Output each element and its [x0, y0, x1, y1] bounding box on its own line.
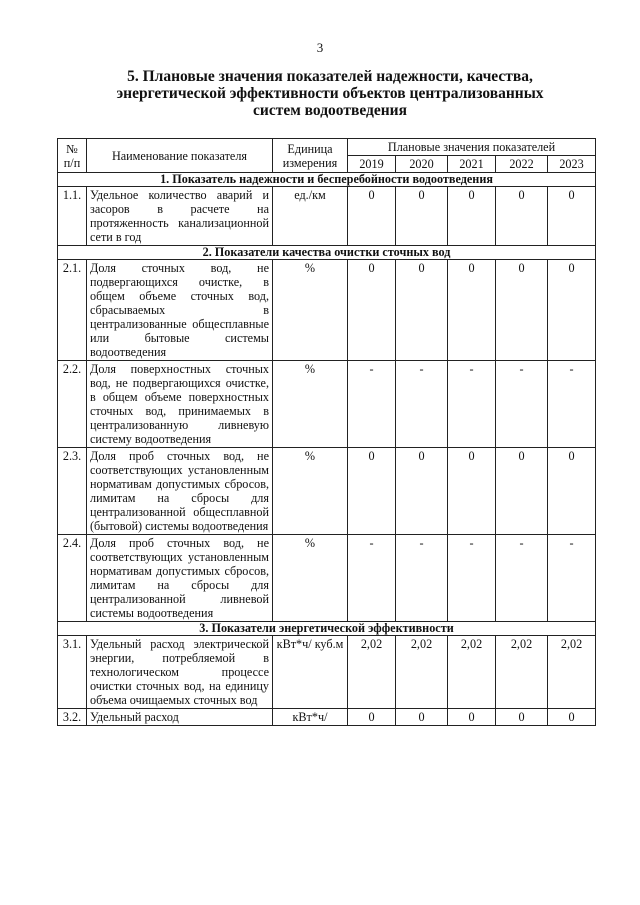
- section-title: 3. Показатели энергетической эффективности: [58, 622, 596, 636]
- header-planned-values: Плановые значения показателей: [348, 139, 596, 156]
- value-cell: -: [496, 535, 548, 622]
- value-cell: 0: [496, 260, 548, 361]
- section-row: [58, 173, 596, 187]
- value-cell: 0: [496, 448, 548, 535]
- row-number: 3.1.: [58, 636, 87, 709]
- indicators-table: [57, 138, 596, 726]
- unit-cell: ед./км: [273, 187, 348, 246]
- row-number: 1.1.: [58, 187, 87, 246]
- header-year: 2021: [448, 156, 496, 173]
- value-cell: 2,02: [496, 636, 548, 709]
- indicator-name: Доля поверхностных сточных вод, не подвергающихся очистке, в общем объеме поверхностных сточных вод, принимаемых в централизованную ливневую систему водоотведения: [87, 361, 273, 448]
- table-row: [58, 260, 596, 361]
- value-cell: 0: [548, 260, 596, 361]
- value-cell: 0: [396, 260, 448, 361]
- table-row: [58, 448, 596, 535]
- section-row: [58, 246, 596, 260]
- section-row: [58, 622, 596, 636]
- row-number: 3.2.: [58, 709, 87, 726]
- document-title: 5. Плановые значения показателей надежности, качества, энергетической эффективности объектов централизованных систем водоотведения: [116, 68, 544, 119]
- value-cell: 0: [496, 187, 548, 246]
- indicator-name: Доля сточных вод, не подвергающихся очистке, в общем объеме сточных вод, сбрасываемых в централизованные общесплавные или бытовые системы водоотведения: [87, 260, 273, 361]
- value-cell: -: [548, 535, 596, 622]
- value-cell: -: [348, 535, 396, 622]
- table-row: [58, 636, 596, 709]
- value-cell: -: [448, 361, 496, 448]
- table-row: [58, 187, 596, 246]
- value-cell: 2,02: [448, 636, 496, 709]
- page-number: 3: [316, 40, 324, 55]
- indicator-name: Удельное количество аварий и засоров в расчете на протяженность канализационной сети в год: [87, 187, 273, 246]
- table-row: [58, 361, 596, 448]
- row-number: 2.1.: [58, 260, 87, 361]
- value-cell: 0: [448, 187, 496, 246]
- row-number: 2.3.: [58, 448, 87, 535]
- value-cell: 2,02: [548, 636, 596, 709]
- header-year: 2020: [396, 156, 448, 173]
- indicator-name: Удельный расход электрической энергии, потребляемой в технологическом процессе очистки сточных вод, на единицу объема очищаемых сточных вод: [87, 636, 273, 709]
- header-year: 2019: [348, 156, 396, 173]
- value-cell: -: [448, 535, 496, 622]
- value-cell: 0: [348, 448, 396, 535]
- unit-cell: %: [273, 448, 348, 535]
- header-number: № п/п: [58, 139, 87, 173]
- indicator-name: Доля проб сточных вод, не соответствующих установленным нормативам допустимых сбросов, лимитам на сбросы для централизованной ливневой системы водоотведения: [87, 535, 273, 622]
- value-cell: -: [396, 361, 448, 448]
- value-cell: 0: [348, 709, 396, 726]
- value-cell: 0: [448, 448, 496, 535]
- row-number: 2.2.: [58, 361, 87, 448]
- value-cell: 2,02: [396, 636, 448, 709]
- unit-cell: кВт*ч/ куб.м: [273, 636, 348, 709]
- value-cell: 0: [448, 709, 496, 726]
- value-cell: -: [496, 361, 548, 448]
- header-year: 2023: [548, 156, 596, 173]
- unit-cell: %: [273, 535, 348, 622]
- value-cell: 0: [448, 260, 496, 361]
- value-cell: 0: [548, 187, 596, 246]
- section-title: 2. Показатели качества очистки сточных вод: [58, 246, 596, 260]
- value-cell: -: [396, 535, 448, 622]
- unit-cell: %: [273, 361, 348, 448]
- value-cell: 0: [396, 187, 448, 246]
- unit-cell: %: [273, 260, 348, 361]
- value-cell: 0: [496, 709, 548, 726]
- table-row: [58, 709, 596, 726]
- value-cell: -: [348, 361, 396, 448]
- value-cell: 2,02: [348, 636, 396, 709]
- value-cell: 0: [348, 187, 396, 246]
- value-cell: 0: [348, 260, 396, 361]
- value-cell: 0: [396, 448, 448, 535]
- indicator-name: Удельный расход: [87, 709, 273, 726]
- unit-cell: кВт*ч/: [273, 709, 348, 726]
- value-cell: -: [548, 361, 596, 448]
- table-row: [58, 535, 596, 622]
- value-cell: 0: [548, 448, 596, 535]
- value-cell: 0: [396, 709, 448, 726]
- row-number: 2.4.: [58, 535, 87, 622]
- header-year: 2022: [496, 156, 548, 173]
- header-unit: Единица измерения: [273, 139, 348, 173]
- section-title: 1. Показатель надежности и бесперебойности водоотведения: [58, 173, 596, 187]
- indicator-name: Доля проб сточных вод, не соответствующих установленным нормативам допустимых сбросов, лимитам на сбросы для централизованной общесплавной (бытовой) системы водоотведения: [87, 448, 273, 535]
- header-name: Наименование показателя: [87, 139, 273, 173]
- value-cell: 0: [548, 709, 596, 726]
